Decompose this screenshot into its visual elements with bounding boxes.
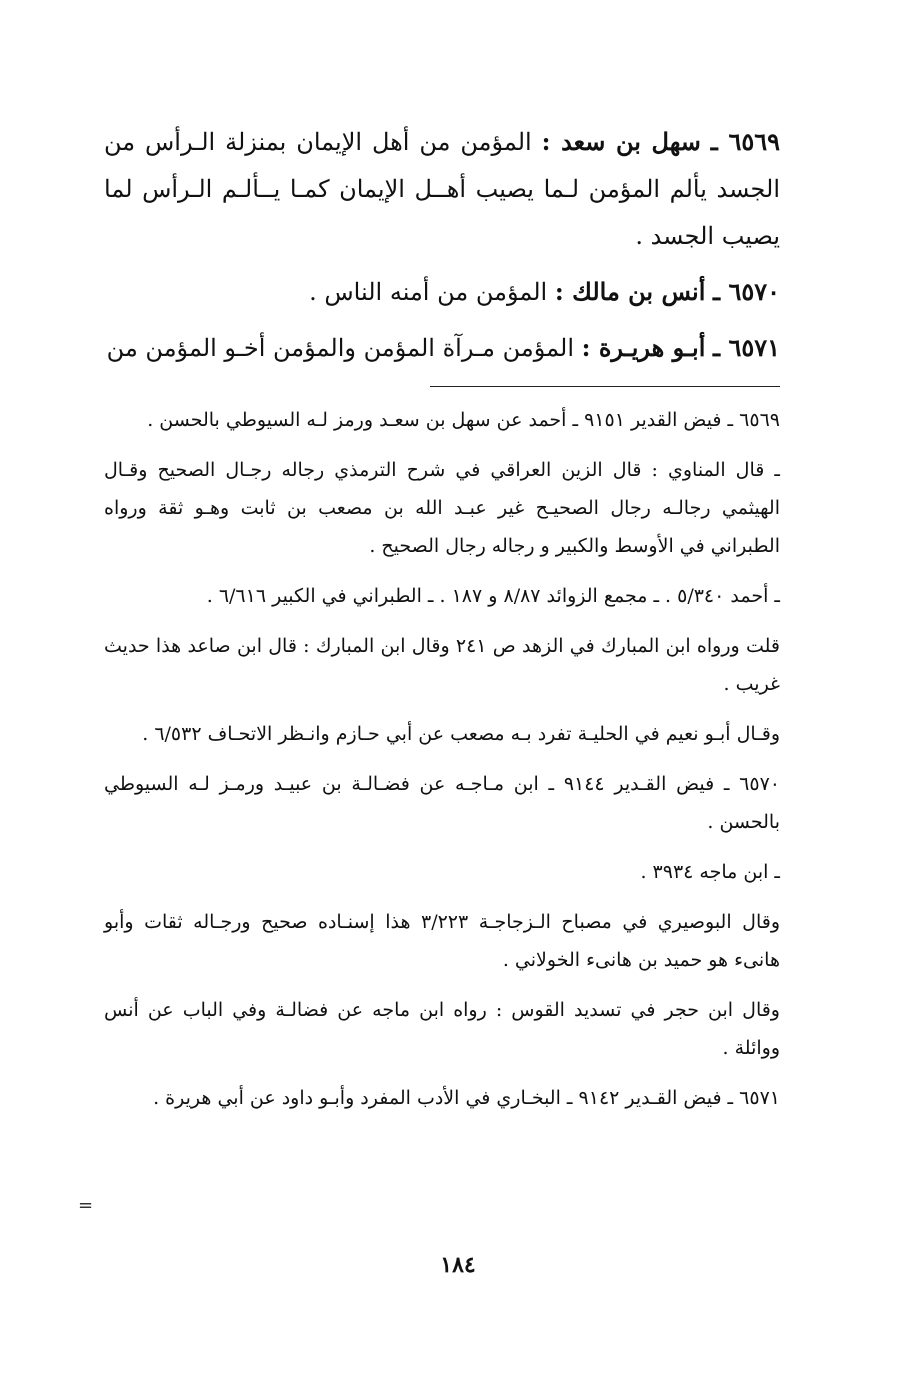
footnote: ٦٥٦٩ ـ فيض القدير ٩١٥١ ـ أحمد عن سهل بن سعـد ورمز لـه السيوطي بالحسن . (147, 409, 780, 431)
narrator-name: سهل بن سعد : (541, 127, 701, 156)
narrator-name: أنس بن مالك : (554, 277, 706, 306)
footnote: ٦٥٧١ ـ فيض القـدير ٩١٤٢ ـ البخـاري في الأدب المفرد وأبـو داود عن أبي هريرة . (153, 1087, 780, 1109)
hadith-6569 (104, 118, 780, 260)
footnotes (104, 401, 780, 1117)
hadith-body: المؤمن مـرآة المؤمن والمؤمن أخـو المؤمن من (106, 334, 574, 362)
footnote: ـ ابن ماجه ٣٩٣٤ . (640, 861, 780, 883)
hadith-6571 (104, 324, 780, 372)
footnote: ـ أحمد ٥/٣٤٠ . ـ مجمع الزوائد ٨/٨٧ و ١٨٧ . ـ الطبراني في الكبير ٦/٦١٦ . (206, 585, 780, 607)
footnote: وقـال أبـو نعيم في الحليـة تفرد بـه مصعب عن أبي حـازم وانـظر الاتحـاف ٦/٥٣٢ . (142, 723, 780, 745)
footnote: قلت ورواه ابن المبارك في الزهد ص ٢٤١ وقال ابن المبارك : قال ابن صاعد هذا حديث غريب . (104, 635, 780, 695)
hadith-body: المؤمن من أهل الإيمان بمنزلة الـرأس من الجسد يألم المؤمن لـما يصيب أهــل الإيمان كمـا يــألـم الـرأس لما يصيب الجسد . (104, 128, 780, 250)
margin-mark: = (78, 1195, 94, 1216)
document-page (104, 118, 780, 1298)
hadith-text (104, 118, 780, 372)
footnote-divider (430, 386, 780, 387)
footnote: ـ قال المناوي : قال الزين العراقي في شرح الترمذي رجاله رجـال الصحيح وقـال الهيثمي رجالـه رجال الصحيـح غير عبـد الله بن مصعب بن ثابت وهـو ثقة ورواه الطبراني في الأوسط والكبير و رجاله رجال الصحيح . (104, 459, 780, 557)
page-number: ١٨٤ (440, 1252, 476, 1278)
hadith-6570 (104, 268, 780, 316)
hadith-number: ٦٥٧٠ ـ (713, 277, 780, 306)
footnote: وقال ابن حجر في تسديد القوس : رواه ابن ماجه عن فضالـة وفي الباب عن أنس ووائلة . (104, 999, 780, 1059)
footnote: ٦٥٧٠ ـ فيض القـدير ٩١٤٤ ـ ابن مـاجـه عن فضـالـة بن عبيـد ورمـز لـه السيوطي بالحسن . (104, 773, 780, 833)
hadith-body: المؤمن من أمنه الناس . (309, 278, 548, 306)
narrator-name: أبـو هريـرة : (581, 333, 706, 362)
hadith-number: ٦٥٧١ ـ (713, 333, 780, 362)
footnote: وقال البوصيري في مصباح الـزجاجـة ٣/٢٢٣ هذا إسنـاده صحيح ورجـاله ثقات وأبو هانىء هو حميد بن هانىء الخولاني . (104, 911, 780, 971)
hadith-number: ٦٥٦٩ ـ (710, 127, 780, 156)
